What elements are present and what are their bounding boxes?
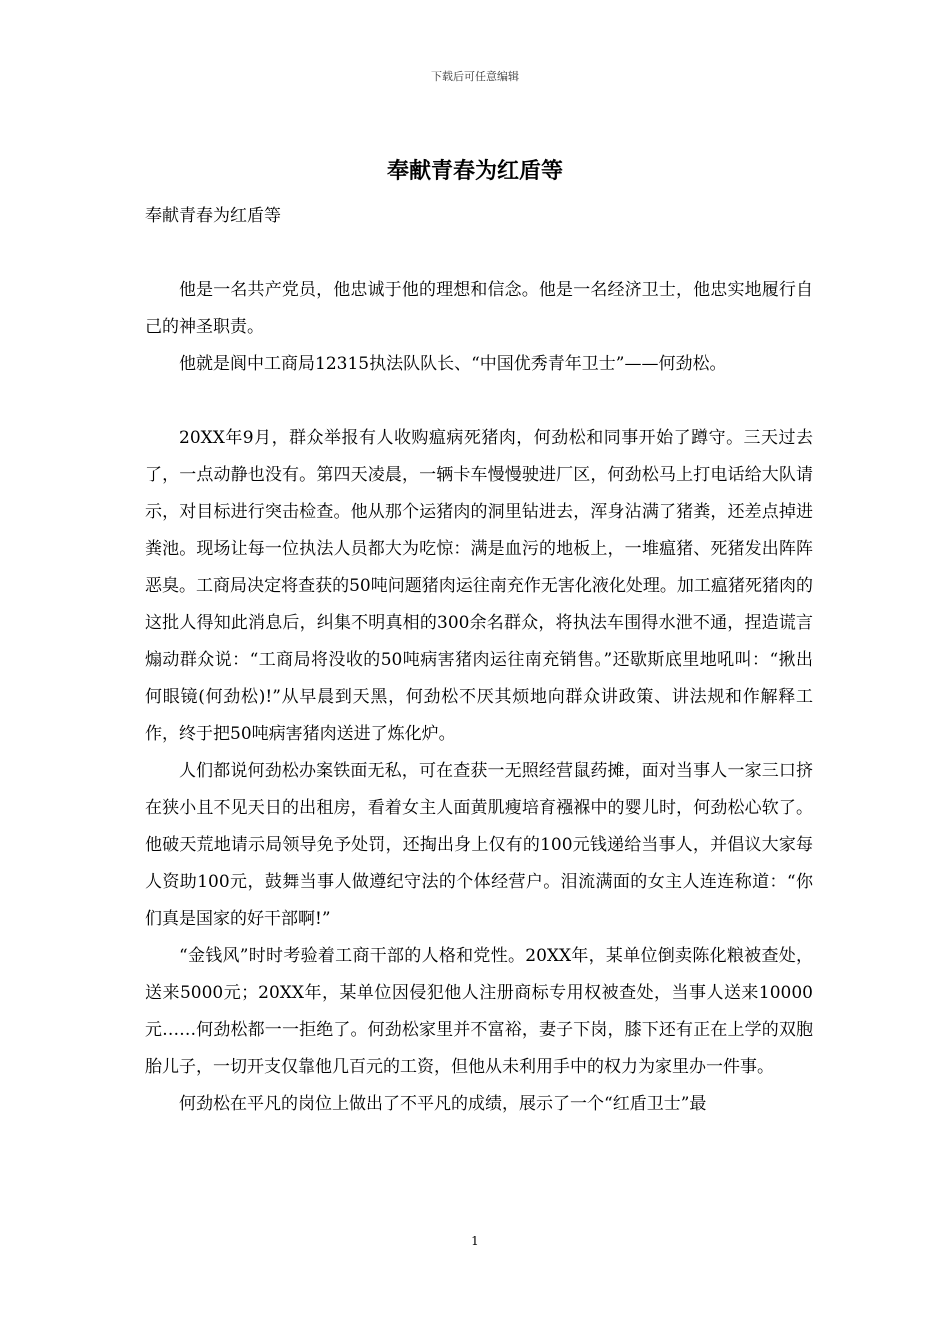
blank-line (145, 383, 813, 420)
blank-line (145, 235, 813, 272)
paragraph: 何劲松在平凡的岗位上做出了不平凡的成绩，展示了一个“红盾卫士”最 (179, 1094, 707, 1114)
paragraph: 20XX年9月，群众举报有人收购瘟病死猪肉，何劲松和同事开始了蹲守。三天过去了，一点动静也没有。第四天凌晨，一辆卡车慢慢驶进厂区，何劲松马上打电话给大队请示，对目标进行突击检查。他从那个运猪肉的洞里钻进去，浑身沾满了猪粪，还差点掉进粪池。现场让每一位执法人员都大为吃惊：满是血污的地板上，一堆瘟猪、死猪发出阵阵恶臭。工商局决定将查获的50吨问题猪肉运往南充作无害化液化处理。加工瘟猪死猪肉的这批人得知此消息后，纠集不明真相的300余名群众，将执法车围得水泄不通，捏造谎言煽动群众说：“工商局将没收的50吨病害猪肉运往南充销售。”还歇斯底里地吼叫：“揪出何眼镜(何劲松)!”从早晨到天黑，何劲松不厌其烦地向群众讲政策、讲法规和作解释工作，终于把50吨病害猪肉送进了炼化炉。 (145, 428, 813, 744)
document-title: 奉献青春为红盾等 (386, 158, 563, 184)
header-note: 下载后可任意编辑 (431, 70, 519, 83)
paragraph: 他是一名共产党员，他忠诚于他的理想和信念。他是一名经济卫士，他忠实地履行自己的神圣职责。 (145, 280, 813, 337)
document-body (145, 198, 813, 1123)
paragraph: “金钱风”时时考验着工商干部的人格和党性。20XX年，某单位倒卖陈化粮被查处，送来5000元；20XX年，某单位因侵犯他人注册商标专用权被查处，当事人送来10000元……何劲松都一一拒绝了。何劲松家里并不富裕，妻子下岗，膝下还有正在上学的双胞胎儿子，一切开支仅靠他几百元的工资，但他从未利用手中的权力为家里办一件事。 (145, 946, 813, 1077)
paragraph: 他就是阆中工商局12315执法队队长、“中国优秀青年卫士”——何劲松。 (179, 354, 727, 374)
document-subtitle: 奉献青春为红盾等 (145, 206, 281, 226)
page-number: 1 (471, 1234, 479, 1248)
paragraph: 人们都说何劲松办案铁面无私，可在查获一无照经营鼠药摊，面对当事人一家三口挤在狭小且不见天日的出租房，看着女主人面黄肌瘦培育襁褓中的婴儿时，何劲松心软了。他破天荒地请示局领导免予处罚，还掏出身上仅有的100元钱递给当事人，并倡议大家每人资助100元，鼓舞当事人做遵纪守法的个体经营户。泪流满面的女主人连连称道：“你们真是国家的好干部啊!” (145, 761, 813, 929)
